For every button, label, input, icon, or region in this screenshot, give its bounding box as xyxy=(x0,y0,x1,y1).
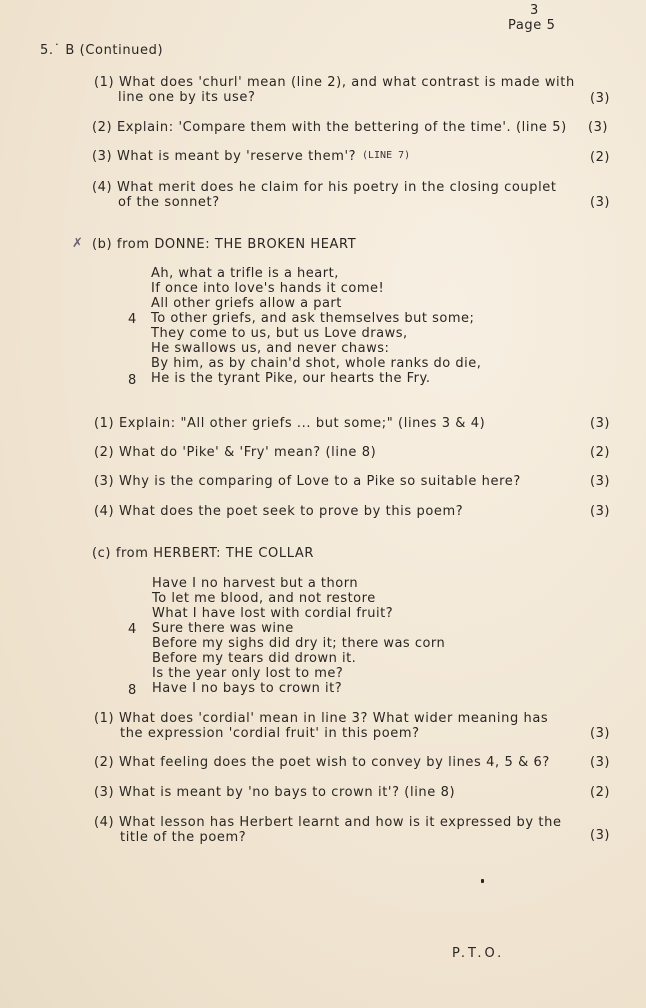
question-b3: (3) Why is the comparing of Love to a Pike so suitable here? xyxy=(94,474,521,489)
question-a3: (3) What is meant by 'reserve them'? xyxy=(92,149,357,164)
question-a1-marks: (3) xyxy=(590,91,610,106)
question-c4-line1: (4) What lesson has Herbert learnt and how is it expressed by the xyxy=(94,815,562,830)
question-a4-marks: (3) xyxy=(590,195,610,210)
question-b4-marks: (3) xyxy=(590,504,610,519)
question-c1-line1: (1) What does 'cordial' mean in line 3? What wider meaning has xyxy=(94,711,549,726)
page-label: Page 5 xyxy=(508,18,556,33)
donne-line-number-4: 4 xyxy=(128,312,137,327)
donne-poem-line-6: He swallows us, and never chaws: xyxy=(151,341,390,356)
question-a1-line2: line one by its use? xyxy=(118,90,256,105)
question-c3: (3) What is meant by 'no bays to crown it'? (line 8) xyxy=(94,785,456,800)
part-c-heading: (c) from HERBERT: THE COLLAR xyxy=(92,546,314,561)
question-a4-line2: of the sonnet? xyxy=(118,195,220,210)
donne-poem-line-3: All other griefs allow a part xyxy=(151,296,342,311)
herbert-poem-line-3: What I have lost with cordial fruit? xyxy=(152,606,394,621)
pto-footer: P.T.O. xyxy=(452,946,505,961)
herbert-line-number-8: 8 xyxy=(128,683,137,698)
herbert-poem-line-4: Sure there was wine xyxy=(152,621,294,636)
question-a2: (2) Explain: 'Compare them with the bettering of the time'. (line 5) xyxy=(92,120,567,135)
question-b4: (4) What does the poet seek to prove by this poem? xyxy=(94,504,464,519)
question-c4-marks: (3) xyxy=(590,828,610,843)
question-a2-marks: (3) xyxy=(588,120,608,135)
question-b1-marks: (3) xyxy=(590,416,610,431)
question-b2-marks: (2) xyxy=(590,445,610,460)
question-c1-line2: the expression 'cordial fruit' in this poem? xyxy=(120,726,420,741)
page-number: 3 xyxy=(530,3,539,18)
donne-line-number-8: 8 xyxy=(128,373,137,388)
ink-dot xyxy=(481,879,484,883)
question-c2-marks: (3) xyxy=(590,755,610,770)
donne-poem-line-8: He is the tyrant Pike, our hearts the Fry. xyxy=(151,371,431,386)
herbert-poem-line-6: Before my tears did drown it. xyxy=(152,651,357,666)
donne-poem-line-7: By him, as by chain'd shot, whole ranks do die, xyxy=(151,356,482,371)
question-c4-line2: title of the poem? xyxy=(120,830,247,845)
herbert-poem-line-8: Have I no bays to crown it? xyxy=(152,681,343,696)
herbert-poem-line-1: Have I no harvest but a thorn xyxy=(152,576,359,591)
question-a3-marks: (2) xyxy=(590,150,610,165)
question-a1-line1: (1) What does 'churl' mean (line 2), and what contrast is made with xyxy=(94,75,575,90)
tick-mark: ✗ xyxy=(72,236,83,251)
question-b1: (1) Explain: "All other griefs ... but some;" (lines 3 & 4) xyxy=(94,416,486,431)
question-c3-marks: (2) xyxy=(590,785,610,800)
part-b-heading: (b) from DONNE: THE BROKEN HEART xyxy=(92,237,357,252)
herbert-poem-line-2: To let me blood, and not restore xyxy=(152,591,376,606)
herbert-poem-line-5: Before my sighs did dry it; there was corn xyxy=(152,636,446,651)
section-title: 5.˙ B (Continued) xyxy=(40,43,164,58)
question-b3-marks: (3) xyxy=(590,474,610,489)
herbert-line-number-4: 4 xyxy=(128,622,137,637)
herbert-poem-line-7: Is the year only lost to me? xyxy=(152,666,344,681)
question-b2: (2) What do 'Pike' & 'Fry' mean? (line 8) xyxy=(94,445,377,460)
donne-poem-line-2: If once into love's hands it come! xyxy=(151,281,385,296)
donne-poem-line-4: To other griefs, and ask themselves but some; xyxy=(151,311,475,326)
donne-poem-line-1: Ah, what a trifle is a heart, xyxy=(151,266,339,281)
donne-poem-line-5: They come to us, but us Love draws, xyxy=(151,326,408,341)
question-a4-line1: (4) What merit does he claim for his poetry in the closing couplet xyxy=(92,180,557,195)
question-c2: (2) What feeling does the poet wish to convey by lines 4, 5 & 6? xyxy=(94,755,550,770)
question-c1-marks: (3) xyxy=(590,726,610,741)
handwritten-annotation: (LINE 7) xyxy=(362,150,411,161)
